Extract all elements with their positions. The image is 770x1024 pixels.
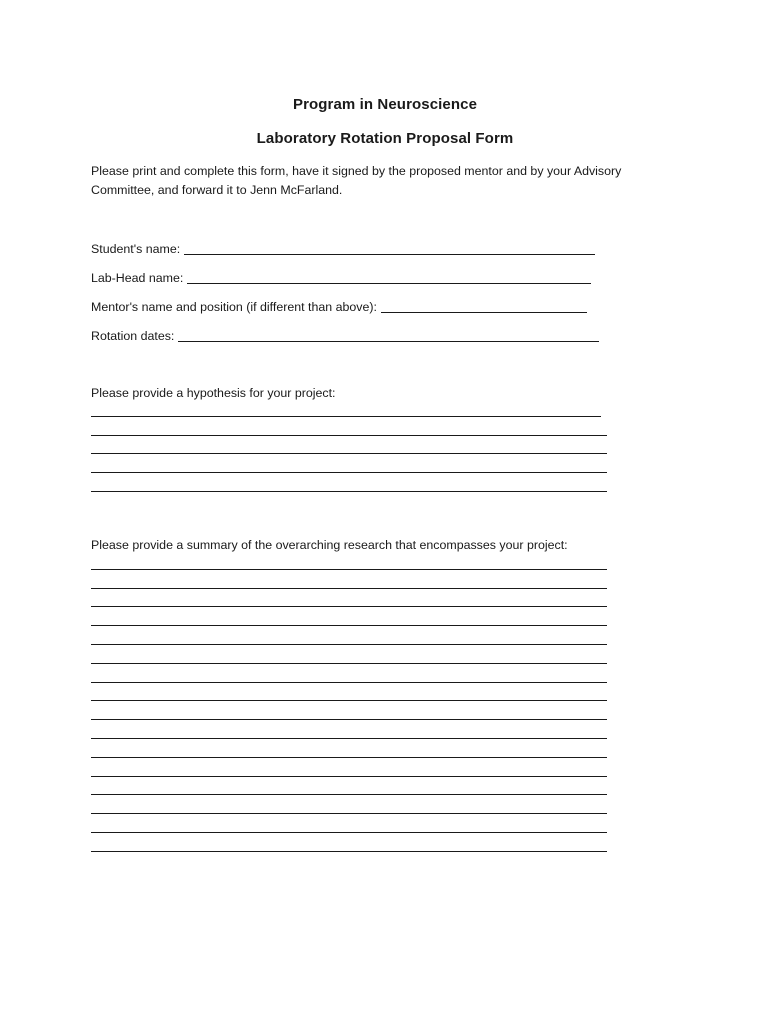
document-title: Program in Neuroscience xyxy=(292,96,478,113)
summary-answer-line[interactable] xyxy=(91,777,607,796)
lab-head-label: Lab-Head name: xyxy=(91,271,184,285)
rotation-dates-label: Rotation dates: xyxy=(91,329,175,343)
hypothesis-answer-line[interactable] xyxy=(91,473,607,492)
hypothesis-prompt: Please provide a hypothesis for your project: xyxy=(91,386,336,400)
instructions-text: Please print and complete this form, have it signed by the proposed mentor and by your Advisory Committee, and forward it to Jenn McFarland. xyxy=(91,164,622,197)
rotation-dates-field[interactable] xyxy=(178,329,599,342)
summary-answer-line[interactable] xyxy=(91,607,607,626)
summary-answer-line[interactable] xyxy=(91,570,607,589)
student-name-field[interactable] xyxy=(184,242,595,255)
summary-prompt: Please provide a summary of the overarching research that encompasses your project: xyxy=(91,538,568,552)
summary-answer-line[interactable] xyxy=(91,664,607,683)
summary-lines xyxy=(91,551,607,852)
hypothesis-lines xyxy=(91,398,607,492)
summary-answer-line[interactable] xyxy=(91,645,607,664)
summary-answer-line[interactable] xyxy=(91,720,607,739)
lab-head-field[interactable] xyxy=(187,271,591,284)
rotation-dates-row xyxy=(91,326,599,344)
hypothesis-answer-line[interactable] xyxy=(91,398,601,417)
summary-answer-line[interactable] xyxy=(91,795,607,814)
mentor-label: Mentor's name and position (if different than above): xyxy=(91,300,377,314)
mentor-row xyxy=(91,297,587,315)
lab-head-row xyxy=(91,268,591,286)
student-name-label: Student's name: xyxy=(91,242,181,256)
summary-answer-line[interactable] xyxy=(91,589,607,608)
summary-answer-line[interactable] xyxy=(91,814,607,833)
summary-answer-line[interactable] xyxy=(91,758,607,777)
hypothesis-answer-line[interactable] xyxy=(91,417,607,436)
summary-answer-line[interactable] xyxy=(91,833,607,852)
mentor-field[interactable] xyxy=(381,300,587,313)
summary-answer-line[interactable] xyxy=(91,701,607,720)
summary-answer-line[interactable] xyxy=(91,626,607,645)
summary-answer-line[interactable] xyxy=(91,551,607,570)
student-name-row xyxy=(91,239,595,257)
hypothesis-answer-line[interactable] xyxy=(91,436,607,455)
summary-answer-line[interactable] xyxy=(91,683,607,702)
document-subtitle: Laboratory Rotation Proposal Form xyxy=(256,130,514,147)
hypothesis-answer-line[interactable] xyxy=(91,454,607,473)
summary-answer-line[interactable] xyxy=(91,739,607,758)
